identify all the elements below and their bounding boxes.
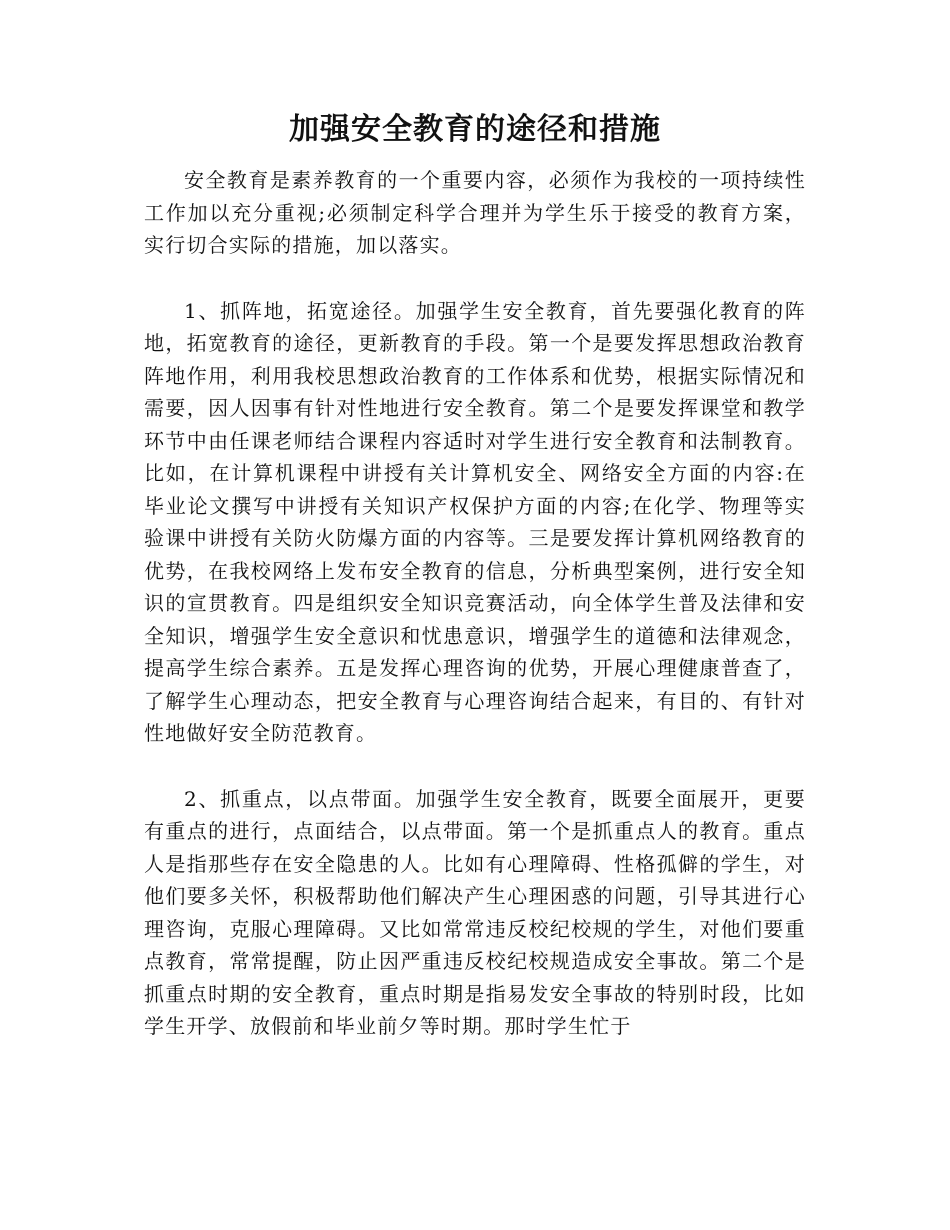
- paragraph-section-1: 1、抓阵地，拓宽途径。加强学生安全教育，首先要强化教育的阵地，拓宽教育的途径，更新教育的手段。第一个是要发挥思想政治教育阵地作用，利用我校思想政治教育的工作体系和优势，根据实际情况和需要，因人因事有针对性地进行安全教育。第二个是要发挥课堂和教学环节中由任课老师结合课程内容适时对学生进行安全教育和法制教育。比如，在计算机课程中讲授有关计算机安全、网络安全方面的内容:在毕业论文撰写中讲授有关知识产权保护方面的内容;在化学、物理等实验课中讲授有关防火防爆方面的内容等。三是要发挥计算机网络教育的优势，在我校网络上发布安全教育的信息，分析典型案例，进行安全知识的宣贯教育。四是组织安全知识竞赛活动，向全体学生普及法律和安全知识，增强学生安全意识和忧患意识，增强学生的道德和法律观念，提高学生综合素养。五是发挥心理咨询的优势，开展心理健康普查了，了解学生心理动态，把安全教育与心理咨询结合起来，有目的、有针对性地做好安全防范教育。: [144, 298, 806, 745]
- paragraph-section-2: 2、抓重点，以点带面。加强学生安全教育，既要全面展开，更要有重点的进行，点面结合，以点带面。第一个是抓重点人的教育。重点人是指那些存在安全隐患的人。比如有心理障碍、性格孤僻的学生，对他们要多关怀，积极帮助他们解决产生心理困惑的问题，引导其进行心理咨询，克服心理障碍。又比如常常违反校纪校规的学生，对他们要重点教育，常常提醒，防止因严重违反校纪校规造成安全事故。第二个是抓重点时期的安全教育，重点时期是指易发安全事故的特别时段，比如学生开学、放假前和毕业前夕等时期。那时学生忙于: [144, 786, 806, 1038]
- paragraph-intro: 安全教育是素养教育的一个重要内容，必须作为我校的一项持续性工作加以充分重视;必须制定科学合理并为学生乐于接受的教育方案，实行切合实际的措施，加以落实。: [144, 168, 806, 257]
- page-title: 加强安全教育的途径和措施: [289, 112, 661, 147]
- document-body: [144, 164, 806, 1076]
